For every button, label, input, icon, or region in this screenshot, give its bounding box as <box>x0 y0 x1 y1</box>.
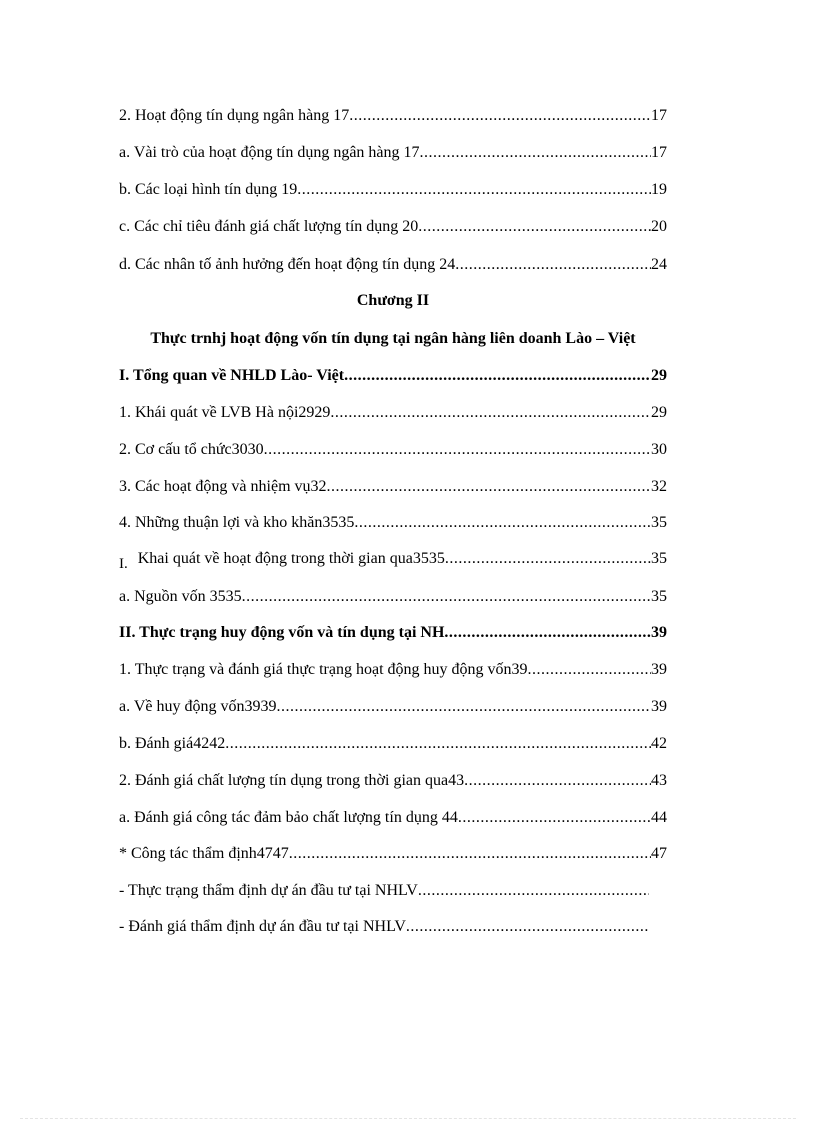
toc-entry-text: 2. Đánh giá chất lượng tín dụng trong thời gian qua43 <box>119 772 465 789</box>
toc-entry-text: II. Thực trạng huy động vốn và tín dụng tại NH <box>119 624 445 641</box>
toc-entry[interactable] <box>119 179 667 201</box>
toc-page-number: 42 <box>651 735 667 752</box>
toc-entry-text: - Đánh giá thẩm định dự án đầu tư tại NHLV <box>119 918 406 935</box>
toc-section-heading[interactable] <box>119 365 667 387</box>
toc-entry[interactable] <box>119 254 667 276</box>
toc-leader-dots <box>225 733 651 755</box>
toc-entry-text: a. Đánh giá công tác đảm bảo chất lượng tín dụng 44 <box>119 809 458 826</box>
toc-page-number: 44 <box>651 809 667 826</box>
toc-entry[interactable] <box>119 807 667 829</box>
toc-leader-dots <box>327 476 651 498</box>
toc-page-number: 29 <box>651 404 667 421</box>
toc-page-number: 17 <box>651 107 667 124</box>
toc-entry[interactable] <box>119 476 667 498</box>
toc-entry-text: 2. Hoạt động tín dụng ngân hàng 17 <box>119 107 350 124</box>
toc-leader-dots <box>528 659 651 681</box>
toc-entry-text: a. Về huy động vốn3939 <box>119 698 277 715</box>
toc-page-number: 39 <box>651 624 667 641</box>
toc-page-number: 24 <box>651 256 667 273</box>
toc-entry[interactable] <box>119 548 667 570</box>
toc-page-number: 39 <box>651 698 667 715</box>
toc-leader-dots <box>455 254 651 276</box>
chapter-subtitle: Thực trnhj hoạt động vốn tín dụng tại ngân hàng liên doanh Lào – Việt <box>150 330 636 347</box>
toc-entry[interactable] <box>119 733 667 755</box>
toc-section-heading[interactable] <box>119 622 667 644</box>
toc-entry-text: b. Đánh giá4242 <box>119 735 226 752</box>
toc-page-number: 47 <box>651 845 667 862</box>
toc-entry[interactable] <box>119 916 649 938</box>
chapter-title: Chương II <box>356 292 430 309</box>
toc-entry-text: I. Tổng quan về NHLD Lào- Việt <box>119 367 345 384</box>
toc-page-number: 43 <box>651 772 667 789</box>
toc-entry-text: c. Các chỉ tiêu đánh giá chất lượng tín dụng 20 <box>119 218 419 235</box>
toc-entry-text: a. Nguồn vốn 3535 <box>119 588 242 605</box>
toc-page-number: 30 <box>651 441 667 458</box>
toc-entry-text: * Công tác thẩm định4747 <box>119 845 289 862</box>
list-marker: I. <box>119 556 128 572</box>
toc-entry[interactable] <box>119 696 667 718</box>
toc-entry-text: 4. Những thuận lợi và kho khăn3535 <box>119 514 355 531</box>
toc-leader-dots <box>349 105 651 127</box>
toc-leader-dots <box>330 402 651 424</box>
toc-entry[interactable] <box>119 659 667 681</box>
toc-page-number: 35 <box>651 550 667 567</box>
toc-entry[interactable] <box>119 142 667 164</box>
toc-leader-dots <box>458 807 651 829</box>
toc-entry-text: - Thực trạng thẩm định dự án đầu tư tại NHLV <box>119 882 418 899</box>
toc-entry[interactable] <box>119 402 667 424</box>
toc-entry[interactable] <box>119 880 649 902</box>
toc-leader-dots <box>276 696 651 718</box>
toc-page-number: 20 <box>651 218 667 235</box>
toc-entry-text: d. Các nhân tố ảnh hưởng đến hoạt động tín dụng 24 <box>119 256 456 273</box>
toc-entry-text: a. Vài trò của hoạt động tín dụng ngân hàng 17 <box>119 144 420 161</box>
toc-leader-dots <box>444 622 651 644</box>
toc-page-number: 32 <box>651 478 667 495</box>
toc-entry-text: 2. Cơ cấu tổ chức3030 <box>119 441 264 458</box>
toc-page-number: 19 <box>651 181 667 198</box>
toc-page-number: 17 <box>651 144 667 161</box>
toc-leader-dots <box>406 916 649 938</box>
toc-page-number: 29 <box>651 367 667 384</box>
toc-entry-text: b. Các loại hình tín dụng 19 <box>119 181 298 198</box>
toc-leader-dots <box>264 439 651 461</box>
toc-page-number: 35 <box>651 514 667 531</box>
toc-entry-text: 3. Các hoạt động và nhiệm vụ32 <box>119 478 327 495</box>
toc-entry[interactable] <box>119 512 667 534</box>
page-bottom-divider <box>20 1118 796 1119</box>
toc-leader-dots <box>418 880 649 902</box>
toc-entry[interactable] <box>119 586 667 608</box>
toc-leader-dots <box>297 179 651 201</box>
toc-entry[interactable] <box>119 105 667 127</box>
toc-page-number: 35 <box>651 588 667 605</box>
toc-entry[interactable] <box>119 770 667 792</box>
toc-entry[interactable] <box>119 439 667 461</box>
toc-leader-dots <box>420 142 651 164</box>
toc-leader-dots <box>289 843 651 865</box>
toc-entry-text: 1. Thực trạng và đánh giá thực trạng hoạt động huy động vốn39 <box>119 661 528 678</box>
toc-entry[interactable] <box>119 216 667 238</box>
toc-entry-text: Khai quát về hoạt động trong thời gian qua3535 <box>137 550 445 567</box>
toc-leader-dots <box>418 216 651 238</box>
toc-page-number: 39 <box>651 661 667 678</box>
toc-leader-dots <box>242 586 651 608</box>
toc-leader-dots <box>464 770 651 792</box>
toc-leader-dots <box>344 365 651 387</box>
toc-leader-dots <box>354 512 651 534</box>
toc-entry-text: 1. Khái quát về LVB Hà nội2929 <box>119 404 331 421</box>
toc-entry[interactable] <box>119 843 667 865</box>
toc-leader-dots <box>445 548 651 570</box>
